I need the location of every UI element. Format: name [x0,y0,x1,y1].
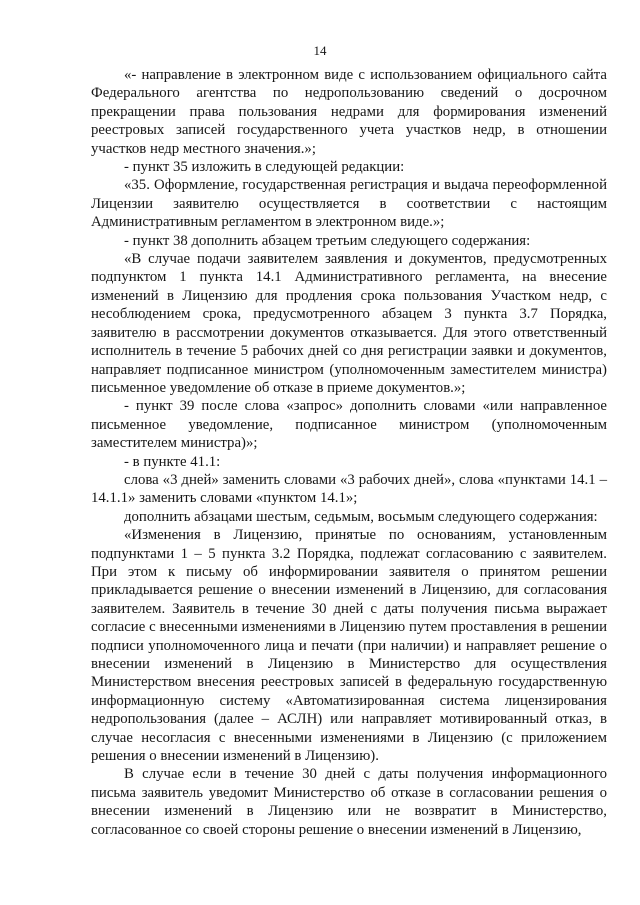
paragraph-9: дополнить абзацами шестым, седьмым, восьмым следующего содержания: [124,508,598,525]
paragraph-8: слова «3 дней» заменить словами «3 рабочих дней», слова «пунктами 14.1 – 14.1.1» заменить словами «пунктом 14.1»; [91,471,607,507]
paragraph-4: - пункт 38 дополнить абзацем третьим следующего содержания: [124,232,531,249]
paragraph-6: - пункт 39 после слова «запрос» дополнить словами «или направленное письменное уведомление, подписанное министром (уполномоченным заместителем министра)»; [91,398,607,452]
paragraph-1: «- направление в электронном виде с использованием официального сайта Федерального агентства по недропользованию сведений о досрочном прекращении права пользования недрами для формирования изменений реестровых записей государственного учета участков недр, в отношении участков недр местного значения.»; [91,67,607,157]
paragraph-10: «Изменения в Лицензию, принятые по основаниям, установленным подпунктами 1 – 5 пункта 3.2 Порядка, подлежат согласованию с заявителем. При этом к письму об информировании заявителя о принятом решении прикладывается решение о внесении изменений в Лицензию, для согласования заявителем. Заявитель в течение 30 дней с даты получения письма выражает согласие с внесенными изменениями в Лицензию путем проставления в решении подписи уполномоченного лица и печати (при наличии) и направляет решение о внесении изменений в Лицензию в Министерство для осуществления Министерством внесения реестровых записей в федеральную государственную информационную систему «Автоматизированная система лицензирования недропользования (далее – АСЛН) или направляет мотивированный отказ, в случае несогласия с внесенными изменениями в Лицензию (с приложением решения о внесении изменений в Лицензию). [91,527,607,765]
paragraph-11: В случае если в течение 30 дней с даты получения информационного письма заявитель уведомит Министерство об отказе в согласовании решения о внесении изменений в Лицензию или не возвратит в Министерство, согласованное со своей стороны решение о внесении изменений в Лицензию, [91,766,607,838]
document-body [91,66,607,839]
paragraph-5: «В случае подачи заявителем заявления и документов, предусмотренных подпунктом 1 пункта 14.1 Административного регламента, на внесение изменений в Лицензию для продления срока пользования Участком недр, с несоблюдением срока, предусмотренного абзацем 3 пункта 3.7 Порядка, заявителю в рассмотрении документов отказывается. Для этого ответственный исполнитель в течение 5 рабочих дней со дня регистрации заявки и документов, направляет подписанное министром (уполномоченным заместителем министра) письменное уведомление об отказе в приеме документов.»; [91,251,607,396]
page-number: 14 [313,43,327,58]
paragraph-2: - пункт 35 изложить в следующей редакции: [124,159,405,176]
paragraph-3: «35. Оформление, государственная регистрация и выдача переоформленной Лицензии заявителю осуществляется в соответствии с настоящим Административным регламентом в электронном виде.»; [91,177,607,231]
paragraph-7: - в пункте 41.1: [124,453,221,470]
